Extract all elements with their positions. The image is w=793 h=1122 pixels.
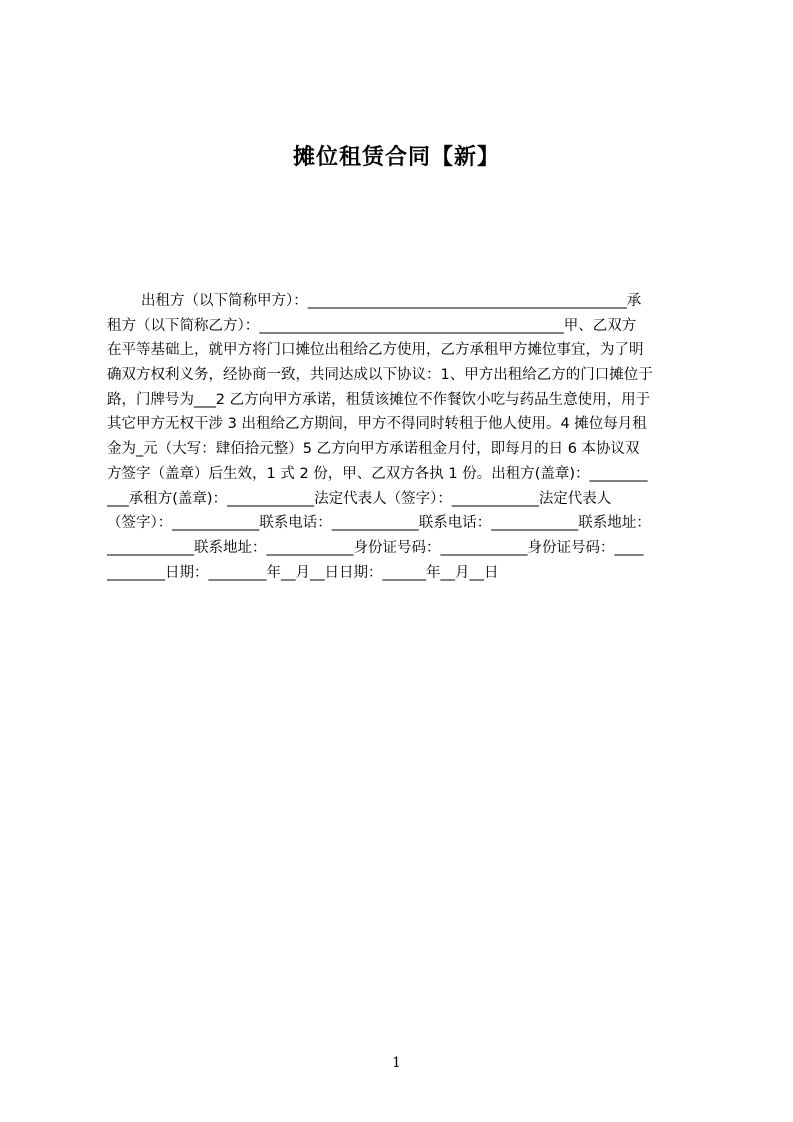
body-line: 租方（以下简称乙方）：__________________________________________甲、乙双方 [107, 317, 637, 334]
body-line: 出租方（以下简称甲方）：____________________________________________承 [141, 293, 642, 309]
body-line: （签字）：____________联系电话：____________联系电话：____________联系地址： [107, 515, 651, 532]
page-number: 1 [392, 1055, 401, 1071]
body-line: ____________联系地址：____________身份证号码：____________身份证号码：____ [107, 539, 644, 556]
body-line: 方签字（盖章）后生效，1 式 2 份，甲、乙双方各执 1 份。出租方(盖章)：________ [107, 465, 648, 482]
body-line: 路，门牌号为___2 乙方向甲方承诺，租赁该摊位不作餐饮小吃与药品生意使用，用于 [107, 391, 651, 408]
contract-body [107, 289, 697, 585]
body-line: 在平等基础上，就甲方将门口摊位出租给乙方使用，乙方承租甲方摊位事宜，为了明 [107, 342, 644, 359]
body-line: ___承租方(盖章)：____________法定代表人（签字）：____________法定代表人 [107, 490, 612, 507]
body-line: ________日期：________年__月__日日期：______年__月__日 [107, 564, 499, 581]
body-line: 金为_元（大写：肆佰拾元整）5 乙方向甲方承诺租金月付，即每月的日 6 本协议双 [107, 441, 640, 458]
document-title: 摊位租赁合同【新】 [292, 145, 500, 170]
body-line: 确双方权利义务，经协商一致，共同达成以下协议：1、甲方出租给乙方的门口摊位于 [107, 367, 653, 384]
body-line: 其它甲方无权干涉 3 出租给乙方期间，甲方不得同时转租于他人使用。4 摊位每月租 [107, 416, 647, 433]
